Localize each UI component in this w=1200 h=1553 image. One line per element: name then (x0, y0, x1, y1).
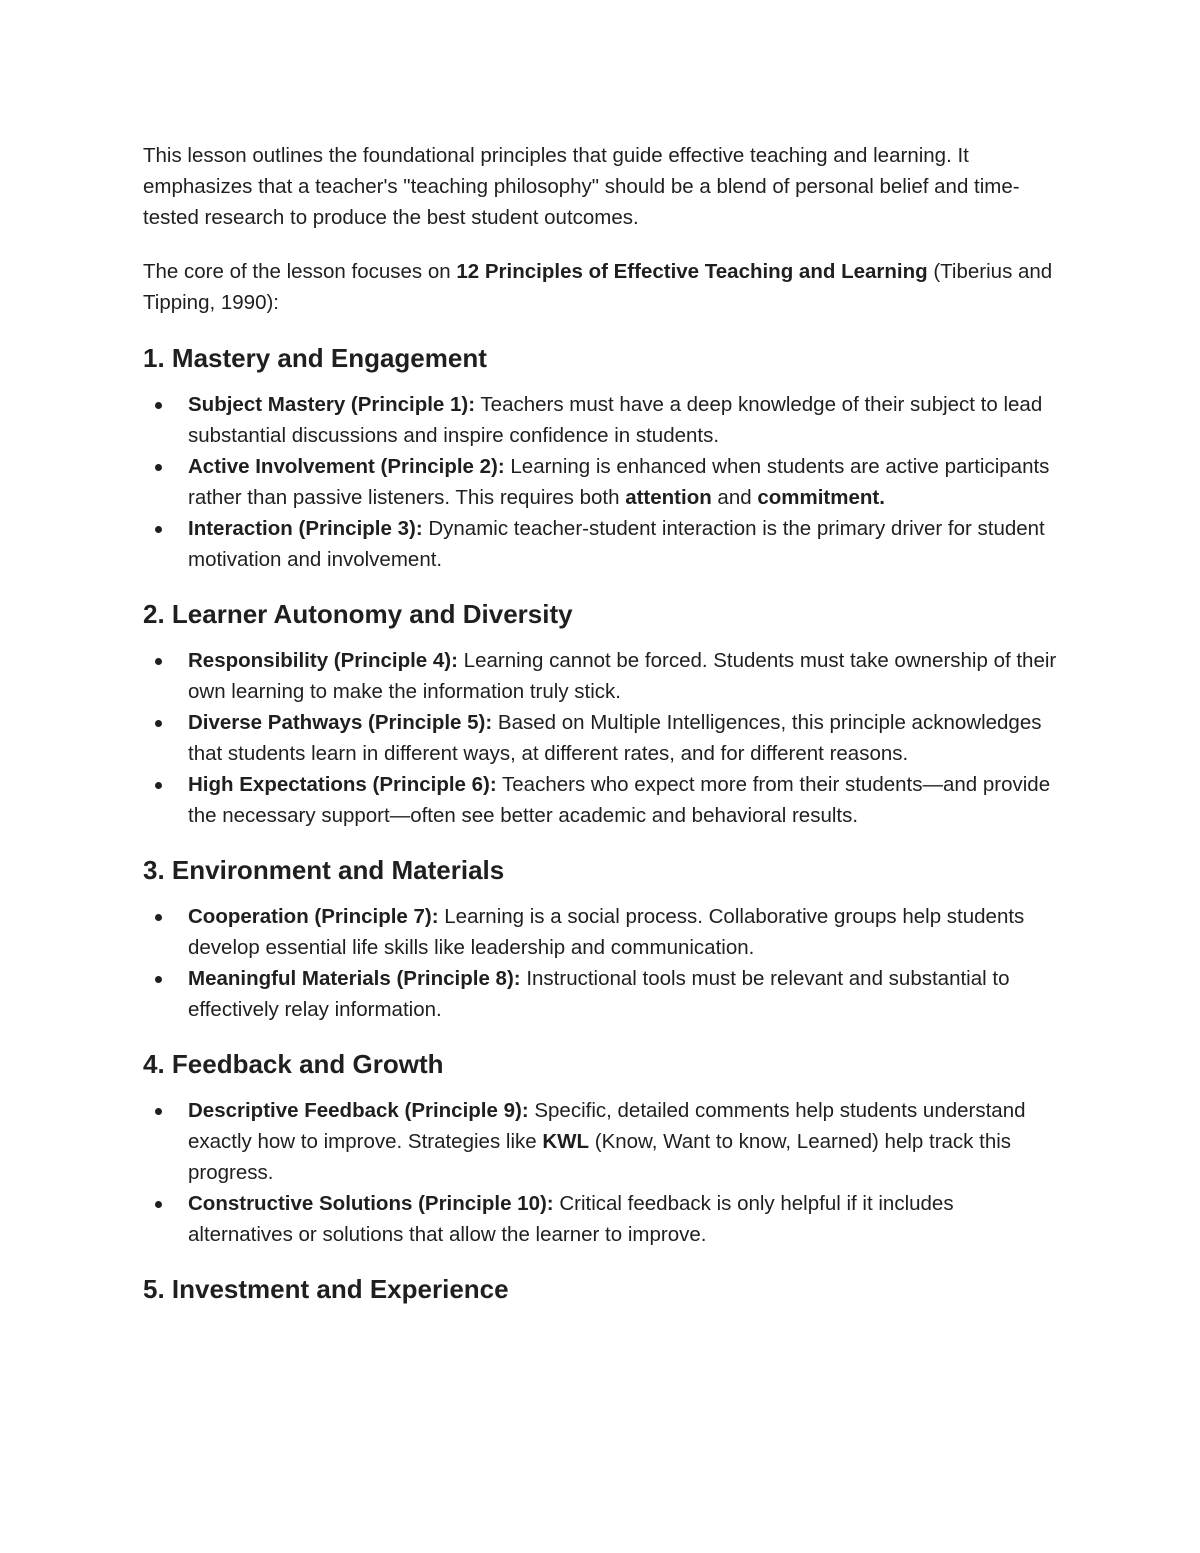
list-item (143, 513, 1063, 575)
bullet-icon (155, 1108, 162, 1115)
list-item (143, 707, 1063, 769)
item-bold-term: attention (625, 486, 712, 509)
bullet-list (143, 1095, 1063, 1250)
bullet-list (143, 645, 1063, 831)
item-label: Responsibility (Principle 4): (188, 649, 458, 672)
bullet-icon (155, 1201, 162, 1208)
item-text: Learning is enhanced when students are active participants rather than passive listeners. This requires both (188, 455, 1050, 509)
item-label: Meaningful Materials (Principle 8): (188, 967, 521, 990)
bullet-icon (155, 658, 162, 665)
list-item (143, 389, 1063, 451)
list-item (143, 901, 1063, 963)
bullet-icon (155, 464, 162, 471)
bullet-list (143, 901, 1063, 1025)
item-label: Interaction (Principle 3): (188, 517, 423, 540)
item-label: Active Involvement (Principle 2): (188, 455, 505, 478)
core-focus-paragraph (143, 256, 1063, 318)
item-text: Based on Multiple Intelligences, this principle acknowledges that students learn in different ways, at different rates, and for different reasons. (188, 711, 1042, 765)
intro-paragraph: This lesson outlines the foundational principles that guide effective teaching and learning. It emphasizes that a teacher's "teaching philosophy" should be a blend of personal belief and time-tested research to produce the best student outcomes. (143, 144, 1020, 229)
list-item (143, 645, 1063, 707)
item-label: Descriptive Feedback (Principle 9): (188, 1099, 529, 1122)
bullet-icon (155, 402, 162, 409)
item-bold-term: KWL (542, 1130, 590, 1153)
item-text: Teachers who expect more from their students—and provide the necessary support—often see better academic and behavioral results. (188, 773, 1051, 827)
list-item (143, 451, 1063, 513)
bullet-icon (155, 526, 162, 533)
item-text: . (879, 486, 885, 509)
section-heading: 4. Feedback and Growth (143, 1049, 444, 1079)
list-item (143, 1095, 1063, 1188)
item-text: (Know, Want to know, Learned) help track this progress. (188, 1130, 1012, 1184)
item-label: Cooperation (Principle 7): (188, 905, 439, 928)
core-focus-prefix: The core of the lesson focuses on (143, 260, 457, 283)
item-label: Constructive Solutions (Principle 10): (188, 1192, 554, 1215)
list-item (143, 769, 1063, 831)
bullet-icon (155, 976, 162, 983)
section-heading: 5. Investment and Experience (143, 1274, 509, 1304)
item-label: Diverse Pathways (Principle 5): (188, 711, 493, 734)
item-text: Learning cannot be forced. Students must take ownership of their own learning to make the information truly stick. (188, 649, 1057, 703)
section-heading: 1. Mastery and Engagement (143, 343, 487, 373)
item-text: Critical feedback is only helpful if it includes alternatives or solutions that allow the learner to improve. (188, 1192, 954, 1246)
list-item (143, 963, 1063, 1025)
section-heading: 2. Learner Autonomy and Diversity (143, 599, 573, 629)
item-text: and (711, 486, 758, 509)
item-text: Instructional tools must be relevant and substantial to effectively relay information. (188, 967, 1010, 1021)
core-focus-suffix: (Tiberius and Tipping, 1990): (143, 260, 1053, 314)
item-label: Subject Mastery (Principle 1): (188, 393, 476, 416)
item-text: Learning is a social process. Collaborative groups help students develop essential life skills like leadership and communication. (188, 905, 1025, 959)
list-item (143, 1188, 1063, 1250)
bullet-icon (155, 914, 162, 921)
item-label: High Expectations (Principle 6): (188, 773, 497, 796)
bullet-icon (155, 720, 162, 727)
item-text: Specific, detailed comments help students understand exactly how to improve. Strategies like (188, 1099, 1026, 1153)
item-text: Teachers must have a deep knowledge of their subject to lead substantial discussions and inspire confidence in students. (188, 393, 1043, 447)
item-bold-term: commitment (757, 486, 880, 509)
bullet-list (143, 389, 1063, 575)
document-page (143, 140, 1063, 1320)
core-focus-bold: 12 Principles of Effective Teaching and Learning (456, 260, 928, 283)
item-text: Dynamic teacher-student interaction is the primary driver for student motivation and involvement. (188, 517, 1045, 571)
bullet-icon (155, 782, 162, 789)
section-heading: 3. Environment and Materials (143, 855, 505, 885)
